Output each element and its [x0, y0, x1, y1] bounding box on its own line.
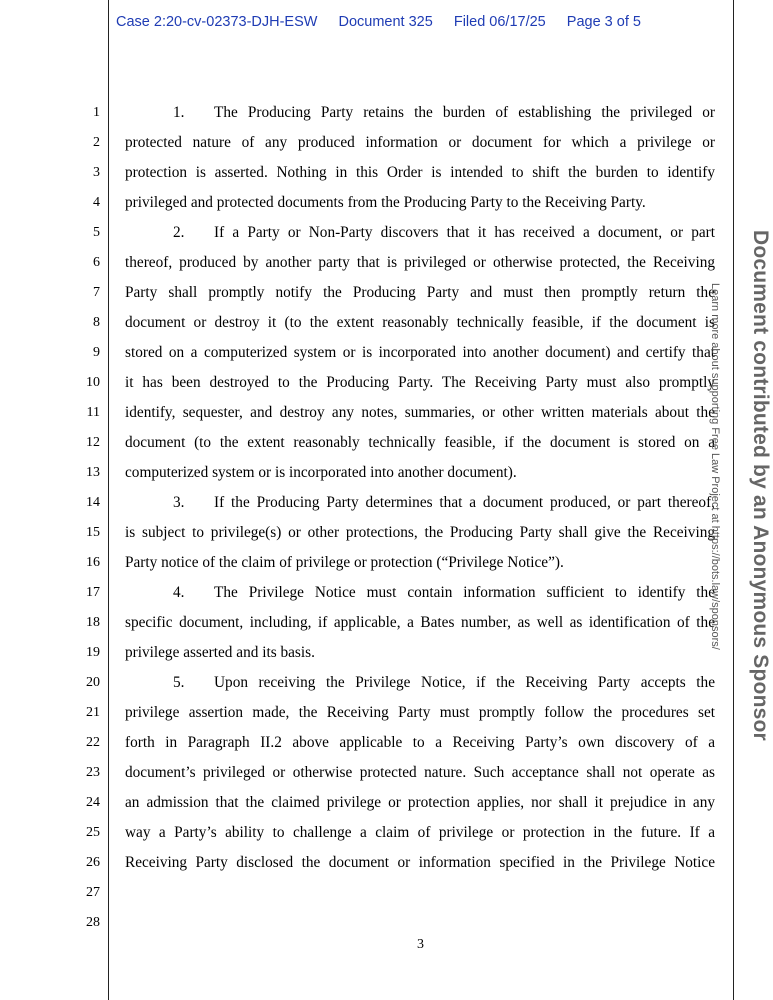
text-line: Upon receiving the Privilege Notice, if the Receiving Party accepts the	[214, 674, 715, 691]
text-line: privileged and protected documents from the Producing Party to the Receiving Party.	[125, 194, 646, 211]
document-number: Document 325	[338, 14, 433, 30]
paragraph-number: 1.	[173, 104, 185, 121]
line-number: 7	[93, 285, 100, 300]
line-number: 23	[86, 765, 100, 780]
line-number: 13	[86, 465, 100, 480]
line-number: 21	[86, 705, 100, 720]
line-number: 28	[86, 915, 100, 930]
line-number: 27	[86, 885, 100, 900]
text-line: protected nature of any produced information or document for which a privilege or	[125, 134, 715, 151]
text-line: computerized system or is incorporated into another document).	[125, 464, 517, 481]
right-margin-rule	[733, 0, 734, 1000]
line-number: 11	[86, 405, 100, 420]
paragraph-number: 2.	[173, 224, 185, 241]
line-number: 14	[86, 495, 100, 510]
sponsor-watermark: Document contributed by an Anonymous Sponsor	[749, 230, 772, 741]
paragraph-first-line	[125, 223, 715, 243]
text-line: thereof, produced by another party that is privileged or otherwise protected, the Receiving	[125, 254, 715, 271]
text-line: protection is asserted. Nothing in this Order is intended to shift the burden to identify	[125, 164, 715, 181]
text-line: privilege asserted and its basis.	[125, 644, 315, 661]
text-line: forth in Paragraph II.2 above applicable to a Receiving Party’s own discovery of a	[125, 734, 715, 751]
line-number: 6	[93, 255, 100, 270]
filing-header	[116, 14, 658, 30]
paragraph-number: 5.	[173, 674, 185, 691]
filed-date: Filed 06/17/25	[453, 14, 546, 30]
line-number: 3	[93, 165, 100, 180]
text-line: it has been destroyed to the Producing Party. The Receiving Party must also promptly	[125, 374, 715, 391]
line-number: 15	[86, 525, 100, 540]
line-number: 22	[86, 735, 100, 750]
line-number: 5	[93, 225, 100, 240]
paragraph-first-line	[125, 673, 715, 693]
line-number: 24	[86, 795, 100, 810]
paragraph-first-line	[125, 583, 715, 603]
line-number: 19	[86, 645, 100, 660]
line-number: 10	[86, 375, 100, 390]
text-line: identify, sequester, and destroy any notes, summaries, or other written materials about the	[125, 404, 715, 421]
text-line: The Privilege Notice must contain information sufficient to identify the	[214, 584, 715, 601]
text-line: Receiving Party disclosed the document or information specified in the Privilege Notice	[125, 854, 715, 871]
text-line: an admission that the claimed privilege or protection applies, nor shall it prejudice in any	[125, 794, 715, 811]
text-line: way a Party’s ability to challenge a claim of privilege or protection in the future. If a	[125, 824, 715, 841]
paragraph-number: 3.	[173, 494, 185, 511]
text-line: If the Producing Party determines that a document produced, or part thereof,	[214, 494, 715, 511]
line-number: 20	[86, 675, 100, 690]
line-number: 2	[93, 135, 100, 150]
text-line: stored on a computerized system or is incorporated into another document) and certify that	[125, 344, 715, 361]
text-line: The Producing Party retains the burden of establishing the privileged or	[214, 104, 715, 121]
sponsor-link-text[interactable]: Learn more about supporting Free Law Project at https://bots.law/sponsors/	[709, 283, 721, 650]
text-line: document (to the extent reasonably technically feasible, if the document is stored on a	[125, 434, 715, 451]
line-number: 26	[86, 855, 100, 870]
line-number: 18	[86, 615, 100, 630]
text-line: is subject to privilege(s) or other protections, the Producing Party shall give the Receiving	[125, 524, 715, 541]
paragraph-number: 4.	[173, 584, 185, 601]
left-margin-rule	[108, 0, 109, 1000]
text-line: If a Party or Non-Party discovers that it has received a document, or part	[214, 224, 715, 241]
line-number: 8	[93, 315, 100, 330]
line-number: 4	[93, 195, 100, 210]
line-number: 16	[86, 555, 100, 570]
paragraph-first-line	[125, 493, 715, 513]
line-number: 12	[86, 435, 100, 450]
line-number: 17	[86, 585, 100, 600]
page-indicator: Page 3 of 5	[566, 14, 641, 30]
text-line: Party notice of the claim of privilege or protection (“Privilege Notice”).	[125, 554, 564, 571]
text-line: document or destroy it (to the extent reasonably technically feasible, if the document is	[125, 314, 715, 331]
text-line: Party shall promptly notify the Producing Party and must then promptly return the	[125, 284, 715, 301]
line-number: 25	[86, 825, 100, 840]
paragraph-first-line	[125, 103, 715, 123]
case-number: Case 2:20-cv-02373-DJH-ESW	[116, 14, 318, 30]
text-line: privilege assertion made, the Receiving Party must promptly follow the procedures set	[125, 704, 715, 721]
page-number: 3	[417, 937, 424, 952]
line-number: 9	[93, 345, 100, 360]
line-number: 1	[93, 105, 100, 120]
text-line: specific document, including, if applicable, a Bates number, as well as identification of the	[125, 614, 715, 631]
text-line: document’s privileged or otherwise protected nature. Such acceptance shall not operate as	[125, 764, 715, 781]
